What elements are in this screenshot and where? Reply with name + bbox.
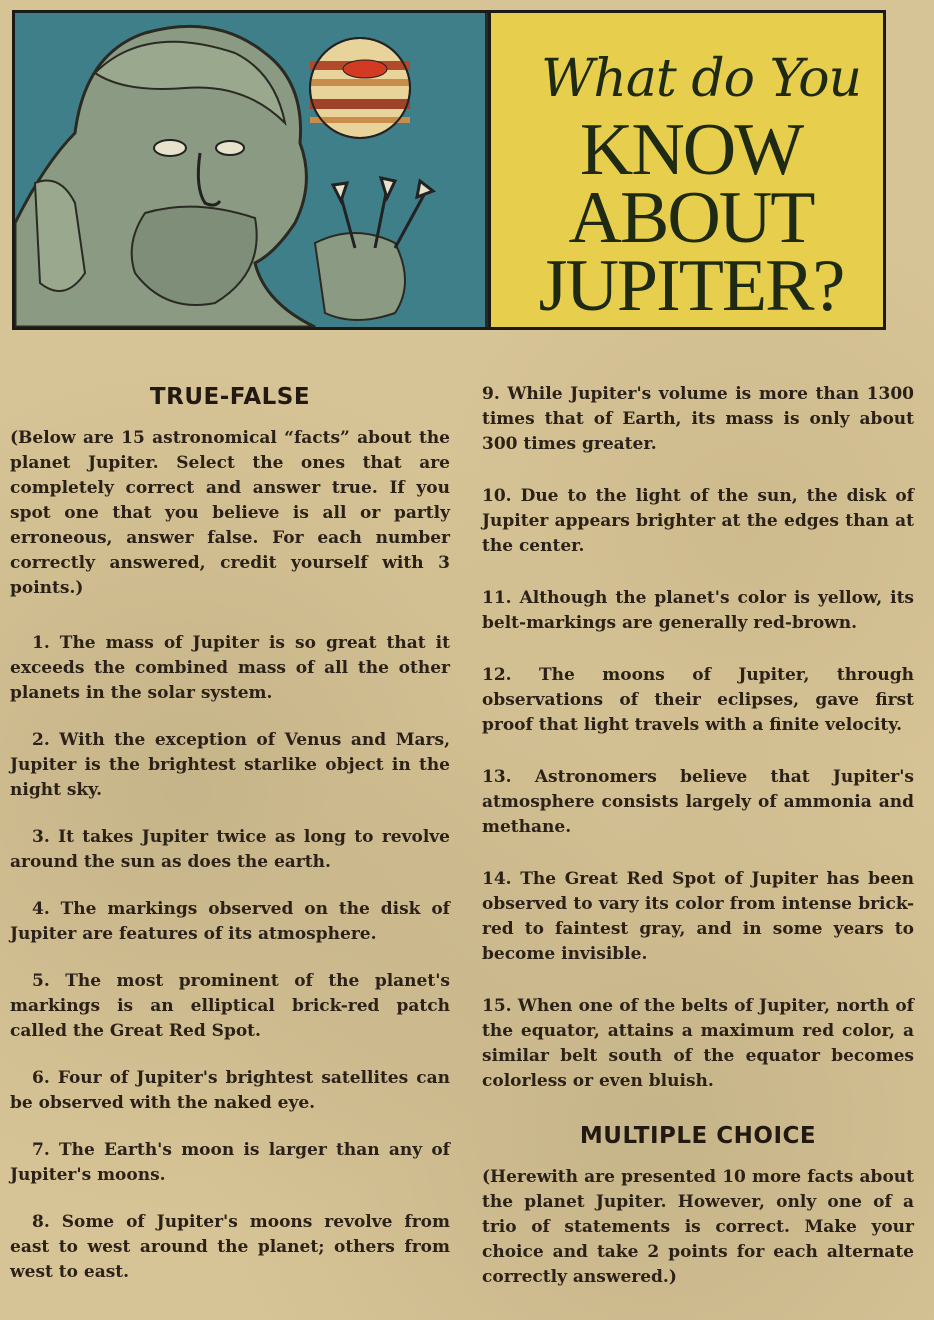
question-10: 10. Due to the light of the sun, the disk of Jupiter appears brighter at the edges than at the center. [482,486,914,556]
jupiter-art-panel [15,13,485,327]
question-4: 4. The markings observed on the disk of Jupiter are features of its atmosphere. [10,899,450,944]
question-2: 2. With the exception of Venus and Mars, Jupiter is the brightest starlike object in the night sky. [10,730,450,800]
question-7: 7. The Earth's moon is larger than any of Jupiter's moons. [10,1140,450,1185]
question-11: 11. Although the planet's color is yellow, its belt-markings are generally red-brown. [482,588,914,633]
question-5: 5. The most prominent of the planet's markings is an elliptical brick-red patch called the Great Red Spot. [10,971,450,1041]
multiple-choice-heading: MULTIPLE CHOICE [579,1123,817,1149]
title-script: What do You [540,49,862,109]
title-line-about: ABOUT [568,177,814,259]
title-banner [12,10,886,330]
question-9: 9. While Jupiter's volume is more than 1300 times that of Earth, its mass is only about 300 times greater. [482,384,914,454]
question-14: 14. The Great Red Spot of Jupiter has been observed to vary its color from intense brick-red to faintest gray, and in some years to become invisible. [482,869,914,964]
right-column [482,382,914,1320]
question-1: 1. The mass of Jupiter is so great that it exceeds the combined mass of all the other planets in the solar system. [10,633,450,703]
question-12: 12. The moons of Jupiter, through observations of their eclipses, gave first proof that light travels with a finite velocity. [482,665,914,735]
question-8: 8. Some of Jupiter's moons revolve from east to west around the planet; others from west to east. [10,1212,450,1282]
question-13: 13. Astronomers believe that Jupiter's atmosphere consists largely of ammonia and methane. [482,767,914,837]
jupiter-illustration [15,13,485,327]
title-line-jupiter: JUPITER? [538,245,844,327]
question-15: 15. When one of the belts of Jupiter, north of the equator, attains a maximum red color, a similar belt south of the equator becomes colorless or even bluish. [482,996,914,1091]
title-panel [488,13,883,327]
title-line-know: KNOW [579,109,803,191]
multiple-choice-intro: (Herewith are presented 10 more facts about the planet Jupiter. However, only one of a trio of statements is correct. Make your choice and take 2 points for each alternate correctly answered.) [482,1167,914,1287]
question-6: 6. Four of Jupiter's brightest satellites can be observed with the naked eye. [10,1068,450,1113]
jupiter-planet-icon [310,38,410,138]
true-false-intro: (Below are 15 astronomical “facts” about the planet Jupiter. Select the ones that are completely correct and answer true. If you spot one that you believe is all or partly erroneous, answer false. For each number correctly answered, credit yourself with 3 points.) [10,428,450,598]
question-3: 3. It takes Jupiter twice as long to revolve around the sun as does the earth. [10,827,450,872]
left-column [10,372,450,1307]
true-false-heading: TRUE-FALSE [149,384,311,410]
